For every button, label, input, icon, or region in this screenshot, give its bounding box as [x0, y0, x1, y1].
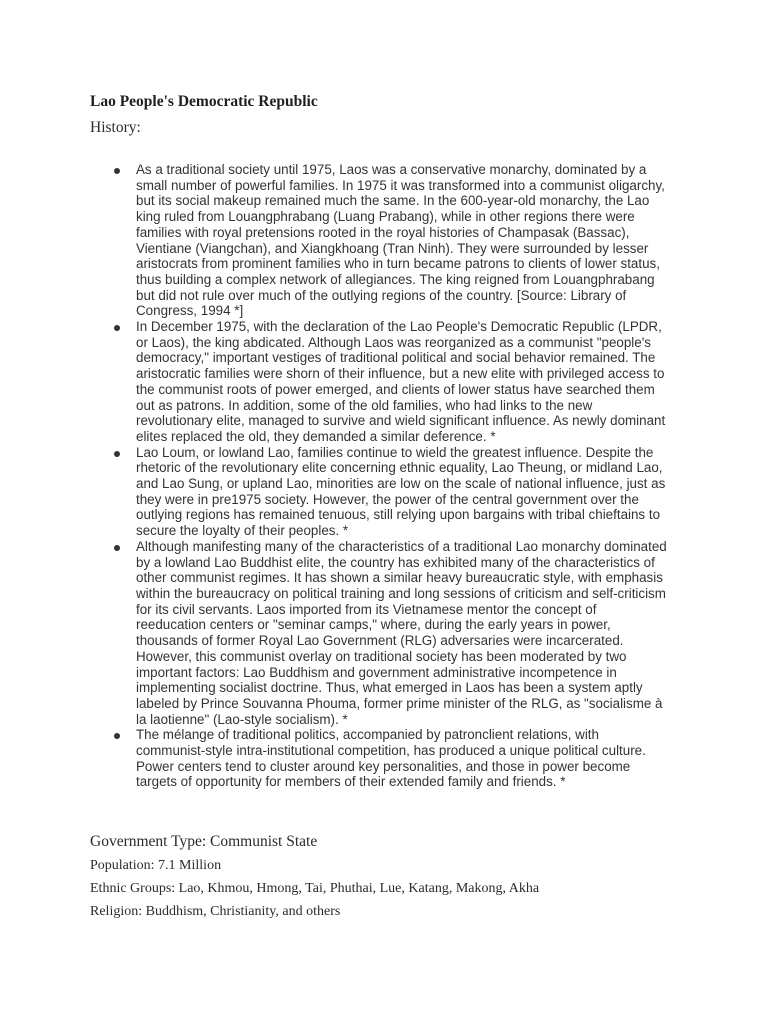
list-item	[110, 539, 670, 727]
bullet-text: The mélange of traditional politics, accompanied by patronclient relations, with communist-style intra-institutional competition, has produced a unique political culture. Power centers tend to cluster around key personalities, and those in power become targets of opportunity for members of their extended family and friends. *	[136, 727, 646, 790]
government-type: Government Type: Communist State	[90, 833, 318, 850]
section-label-history: History:	[90, 119, 141, 136]
bullet-text: Lao Loum, or lowland Lao, families continue to wield the greatest influence. Despite the rhetoric of the revolutionary elite concerning ethnic equality, Lao Theung, or midland Lao, and Lao Sung, or upland Lao, minorities are low on the scale of national influence, just as they were in pre1975 society. However, the power of the central government over the outlying regions has remained tenuous, still relying upon bargains with tribal chieftains to secure the loyalty of their peoples. *	[136, 444, 666, 539]
bullet-icon	[114, 733, 120, 739]
bullet-icon	[114, 545, 120, 551]
list-item	[110, 319, 670, 445]
document-title: Lao People's Democratic Republic	[90, 93, 318, 110]
list-item	[110, 727, 670, 790]
bullet-text: As a traditional society until 1975, Laos was a conservative monarchy, dominated by a small number of powerful families. In 1975 it was transformed into a communist oligarchy, but its social makeup remained much the same. In the 600-year-old monarchy, the Lao king ruled from Louangphrabang (Luang Prabang), while in other regions there were families with royal pretensions rooted in the royal histories of Champasak (Bassac), Vientiane (Viangchan), and Xiangkhoang (Tran Ninh). They were surrounded by lesser aristocrats from prominent families who in turn became patrons to clients of lower status, thus building a complex network of allegiances. The king reigned from Louangphrabang but did not rule over much of the outlying regions of the country. [Source: Library of Congress, 1994 *]	[136, 162, 665, 319]
bullet-icon	[114, 325, 120, 331]
bullet-icon	[114, 451, 120, 457]
bullet-text: In December 1975, with the declaration of the Lao People's Democratic Republic (LPDR, or Laos), the king abdicated. Although Laos was reorganized as a communist "people's democracy," important vestiges of traditional political and social behavior remained. The aristocratic families were shorn of their influence, but a new elite with privileged access to the communist roots of power emerged, and clients of lower status have searched them out as patrons. In addition, some of the old families, who had links to the new revolutionary elite, managed to survive and wield significant influence. As newly dominant elites replaced the old, they demanded a similar deference. *	[136, 319, 666, 444]
list-item	[110, 162, 670, 319]
country-facts	[90, 830, 710, 923]
bullet-text: Although manifesting many of the characteristics of a traditional Lao monarchy dominated by a lowland Lao Buddhist elite, the country has exhibited many of the characteristics of other communist regimes. It has shown a similar heavy bureaucratic style, with emphasis within the bureaucracy on political training and long sessions of criticism and self-criticism for its civil servants. Laos imported from its Vietnamese mentor the concept of reeducation centers or "seminar camps," where, during the early years in power, thousands of former Royal Lao Government (RLG) adversaries were incarcerated. However, this communist overlay on traditional society has been moderated by two important factors: Lao Buddhism and government administrative incompetence in implementing socialist doctrine. Thus, what emerged in Laos has been a system aptly labeled by Prince Souvanna Phouma, former prime minister of the RLG, as "socialisme à la laotienne" (Lao-style socialism). *	[136, 538, 667, 727]
history-bullet-list	[110, 162, 670, 790]
population: Population: 7.1 Million	[90, 858, 222, 873]
ethnic-groups: Ethnic Groups: Lao, Khmou, Hmong, Tai, Phuthai, Lue, Katang, Makong, Akha	[90, 881, 540, 896]
bullet-icon	[114, 168, 120, 174]
religion: Religion: Buddhism, Christianity, and others	[90, 904, 341, 919]
list-item	[110, 445, 670, 539]
